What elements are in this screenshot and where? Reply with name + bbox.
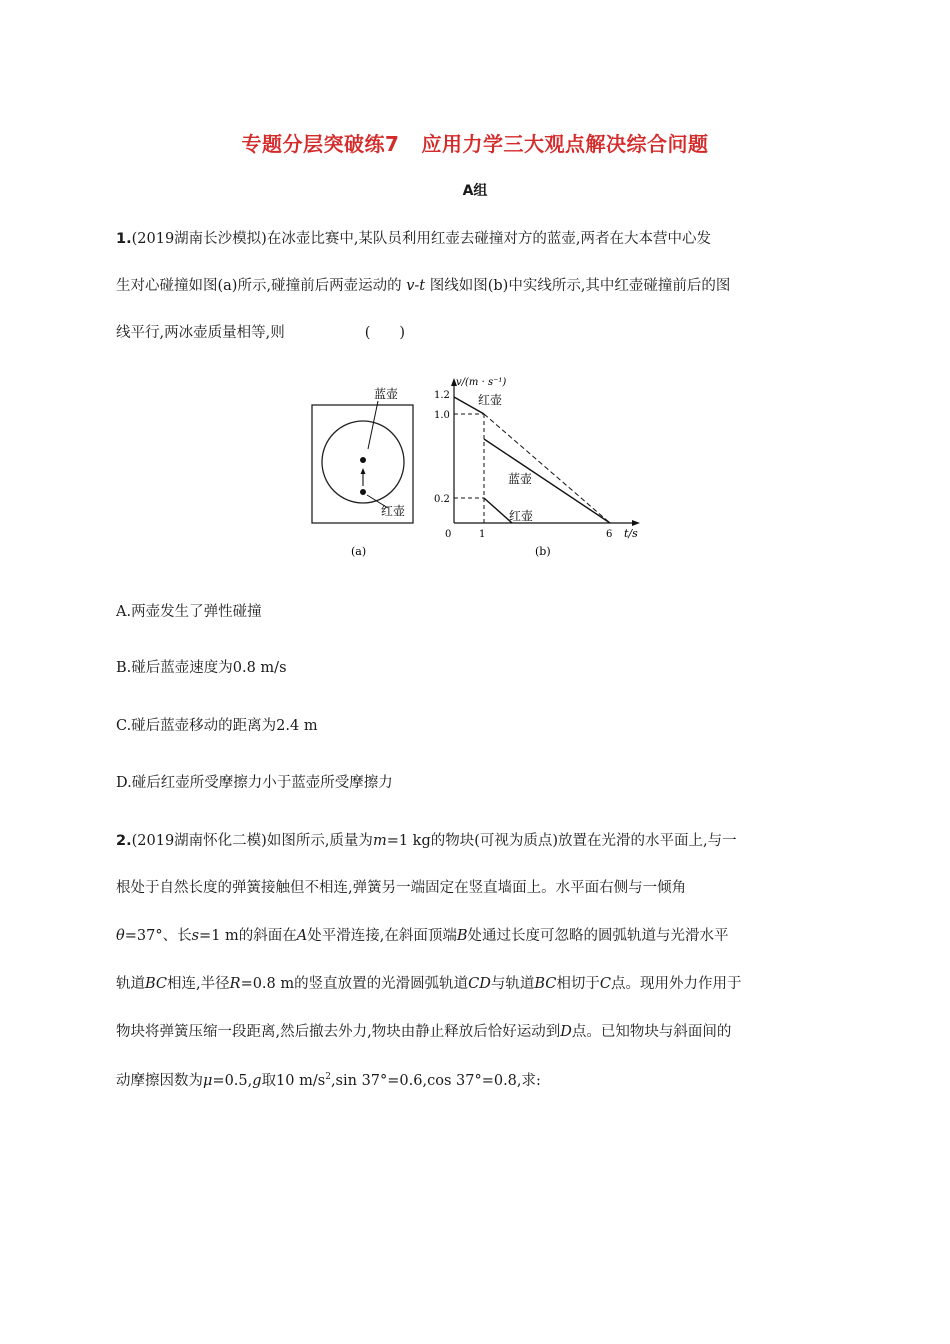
group-label: A组 <box>462 183 488 199</box>
y-tick-1-2: 1.2 <box>434 390 450 401</box>
exponent-2: 2 <box>325 1072 331 1083</box>
x-tick-6: 6 <box>606 529 613 540</box>
y-tick-0-2: 0.2 <box>434 494 450 505</box>
option-b: B.碰后蓝壶速度为0.8 m/s <box>116 660 287 676</box>
var-A: A <box>296 928 308 944</box>
q1-figure <box>300 365 650 564</box>
q2-text3c: =1 m的斜面在 <box>199 928 297 944</box>
q2-text4a: 轨道 <box>116 976 145 992</box>
fig-a-red-label: 红壶 <box>381 504 406 518</box>
q1-figure-svg <box>300 365 650 560</box>
q2-line4 <box>116 974 836 994</box>
var-s: s <box>191 928 200 944</box>
q2-text3d: 处平滑连接,在斜面顶端 <box>307 928 457 944</box>
q1-number: 1. <box>116 231 132 247</box>
title-part1: 专题分层突破练7 <box>241 132 400 156</box>
curve-label-red-before: 红壶 <box>478 393 503 407</box>
var-theta: θ <box>116 928 125 944</box>
q2-text4e: 相切于 <box>556 976 600 992</box>
option-d: D.碰后红壶所受摩擦力小于蓝壶所受摩擦力 <box>116 775 393 791</box>
q2-text3e: 处通过长度可忽略的圆弧轨道与光滑水平 <box>467 928 729 944</box>
red-stone-dot <box>360 489 366 495</box>
q2-text6c: 取10 m/s <box>261 1073 326 1089</box>
q2-text4f: 点。现用外力作用于 <box>611 976 742 992</box>
fig-a-caption: (a) <box>351 545 367 558</box>
var-R: R <box>229 976 241 992</box>
x-axis-label: t/s <box>624 527 638 540</box>
arrow-head-icon <box>361 468 366 474</box>
figure-b <box>434 377 640 558</box>
q1-line2 <box>116 276 836 296</box>
q2-text4d: 与轨道 <box>490 976 535 992</box>
q2-text3b: =37°、长 <box>124 928 192 944</box>
option-a: A.两壶发生了弹性碰撞 <box>116 604 262 620</box>
curve-label-blue: 蓝壶 <box>508 472 533 486</box>
q1-text2b: 图线如图(b)中实线所示,其中红壶碰撞前后的图 <box>425 278 731 294</box>
blue-after-line <box>484 439 610 523</box>
var-D: D <box>560 1024 572 1040</box>
var-BC: BC <box>145 976 168 992</box>
fig-a-blue-label: 蓝壶 <box>374 387 399 401</box>
blue-stone-dot <box>360 457 366 463</box>
option-c: C.碰后蓝壶移动的距离为2.4 m <box>116 718 318 734</box>
var-C: C <box>599 976 612 992</box>
var-CD: CD <box>468 976 491 992</box>
curve-label-red-after: 红壶 <box>509 509 534 523</box>
q2-number: 2. <box>116 833 132 849</box>
q2-text5a: 物块将弹簧压缩一段距离,然后撤去外力,物块由静止释放后恰好运动到 <box>116 1024 561 1040</box>
q2-text6b: =0.5, <box>212 1073 253 1089</box>
var-BC-2: BC <box>534 976 557 992</box>
q2-line1 <box>116 831 836 851</box>
y-axis-label: v/(m · s⁻¹) <box>456 377 507 388</box>
title-part2: 应用力学三大观点解决综合问题 <box>421 132 709 156</box>
q2-text1a: (2019湖南怀化二模)如图所示,质量为 <box>131 833 373 849</box>
var-mu: μ <box>203 1073 213 1089</box>
q2-text4b: 相连,半径 <box>167 976 230 992</box>
q2-text6a: 动摩擦因数为 <box>116 1073 203 1089</box>
var-m: m <box>372 833 387 849</box>
q1-text2a: 生对心碰撞如图(a)所示,碰撞前后两壶运动的 <box>116 278 407 294</box>
q2-line3 <box>116 926 836 946</box>
q1-text3: 线平行,两冰壶质量相等,则 <box>116 325 285 341</box>
blue-leader-line <box>368 401 378 449</box>
q2-text5b: 点。已知物块与斜面间的 <box>571 1024 732 1040</box>
dash-red-extension <box>484 414 610 523</box>
x-axis-arrow-icon <box>632 520 640 526</box>
x-tick-1: 1 <box>479 529 486 540</box>
q1-line3 <box>116 323 836 343</box>
y-tick-1-0: 1.0 <box>434 410 450 421</box>
q2-line6 <box>116 1071 836 1091</box>
q2-line2 <box>116 878 836 898</box>
var-g: g <box>252 1073 262 1089</box>
q2-text2: 根处于自然长度的弹簧接触但不相连,弹簧另一端固定在竖直墙面上。水平面右侧与一倾角 <box>116 880 687 896</box>
q2-text1b: =1 kg的物块(可视为质点)放置在光滑的水平面上,与一 <box>386 833 737 849</box>
q1-text1: (2019湖南长沙模拟)在冰壶比赛中,某队员利用红壶去碰撞对方的蓝壶,两者在大本营中心发 <box>131 231 712 247</box>
red-after-line <box>484 498 512 523</box>
q2-text4c: =0.8 m的竖直放置的光滑圆弧轨道 <box>240 976 469 992</box>
figure-a <box>312 386 413 558</box>
answer-bracket: ( ) <box>364 325 406 341</box>
q1-line1 <box>116 229 836 249</box>
fig-b-caption: (b) <box>535 545 551 558</box>
page-title <box>0 128 950 157</box>
q1-vt-var: v-t <box>406 278 426 294</box>
q2-line5 <box>116 1022 836 1042</box>
q2-text6d: ,sin 37°=0.6,cos 37°=0.8,求: <box>330 1073 541 1089</box>
x-tick-0: 0 <box>445 529 452 540</box>
var-B: B <box>456 928 468 944</box>
